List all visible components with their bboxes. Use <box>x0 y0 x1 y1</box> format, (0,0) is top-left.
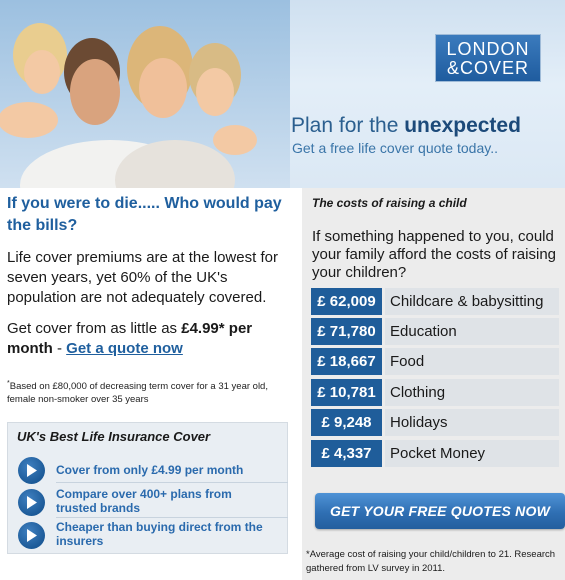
divider <box>56 517 288 518</box>
logo-line-1: LONDON <box>446 39 530 59</box>
price-dash: - <box>52 340 67 357</box>
fine-print-text: Based on £80,000 of decreasing term cover for a 31 year old, female non-smoker over 35 years <box>7 381 268 406</box>
costs-panel <box>302 188 565 580</box>
cost-row <box>311 440 559 467</box>
cost-amount: £ 9,248 <box>311 409 382 436</box>
fine-print <box>7 377 292 406</box>
cost-label: Holidays <box>385 409 559 436</box>
benefits-title: UK's Best Life Insurance Cover <box>17 429 211 444</box>
arrow-right-icon[interactable] <box>18 522 45 549</box>
get-free-quotes-button[interactable]: GET YOUR FREE QUOTES NOW <box>315 493 565 529</box>
price-value: £4.99* <box>181 320 225 337</box>
hero-banner <box>0 0 565 188</box>
intro-paragraph: Life cover premiums are at the lowest for seven years, yet 60% of the UK's population are not adequately covered. <box>7 249 278 306</box>
cost-label: Food <box>385 348 559 375</box>
headline: If you were to die..... Who would pay the bills? <box>7 195 282 234</box>
costs-footnote: *Average cost of raising your child/children to 21. Research gathered from LV survey in 2011. <box>306 549 556 574</box>
cost-label: Education <box>385 318 559 345</box>
london-and-cover-logo[interactable] <box>435 34 541 82</box>
left-column <box>7 193 292 406</box>
cost-amount: £ 10,781 <box>311 379 382 406</box>
cost-label: Clothing <box>385 379 559 406</box>
family-photo <box>0 0 290 188</box>
benefit-text: Cover from only £4.99 per month <box>56 463 244 477</box>
logo-line-2: &COVER <box>446 58 530 78</box>
price-paragraph <box>7 319 292 359</box>
price-prefix: Get cover from as little as <box>7 320 182 337</box>
price-suffix: per month <box>7 320 253 357</box>
cost-amount: £ 62,009 <box>311 288 382 315</box>
fine-print-star: * <box>7 380 10 387</box>
benefit-text: Compare over 400+ plans from trusted brands <box>56 487 232 515</box>
cost-row <box>311 409 559 436</box>
arrow-right-icon[interactable] <box>18 489 45 516</box>
costs-title: The costs of raising a child <box>312 196 467 210</box>
arrow-right-icon[interactable] <box>18 457 45 484</box>
cost-amount: £ 4,337 <box>311 440 382 467</box>
hero-heading <box>291 114 521 138</box>
cost-row <box>311 348 559 375</box>
hero-heading-plain: Plan for the <box>291 114 405 137</box>
get-quote-link[interactable]: Get a quote now <box>66 340 183 357</box>
cost-row <box>311 318 559 345</box>
cost-amount: £ 18,667 <box>311 348 382 375</box>
cost-label: Pocket Money <box>385 440 559 467</box>
divider <box>56 482 288 483</box>
cost-amount: £ 71,780 <box>311 318 382 345</box>
benefit-text: Cheaper than buying direct from the insurers <box>56 520 263 548</box>
costs-question: If something happened to you, could your family afford the costs of raising your children? <box>312 228 556 281</box>
cost-label: Childcare & babysitting <box>385 288 559 315</box>
hero-subheading: Get a free life cover quote today.. <box>292 140 498 156</box>
benefits-box <box>7 422 288 554</box>
hero-heading-bold: unexpected <box>404 114 521 137</box>
cost-row <box>311 379 559 406</box>
cost-row <box>311 288 559 315</box>
